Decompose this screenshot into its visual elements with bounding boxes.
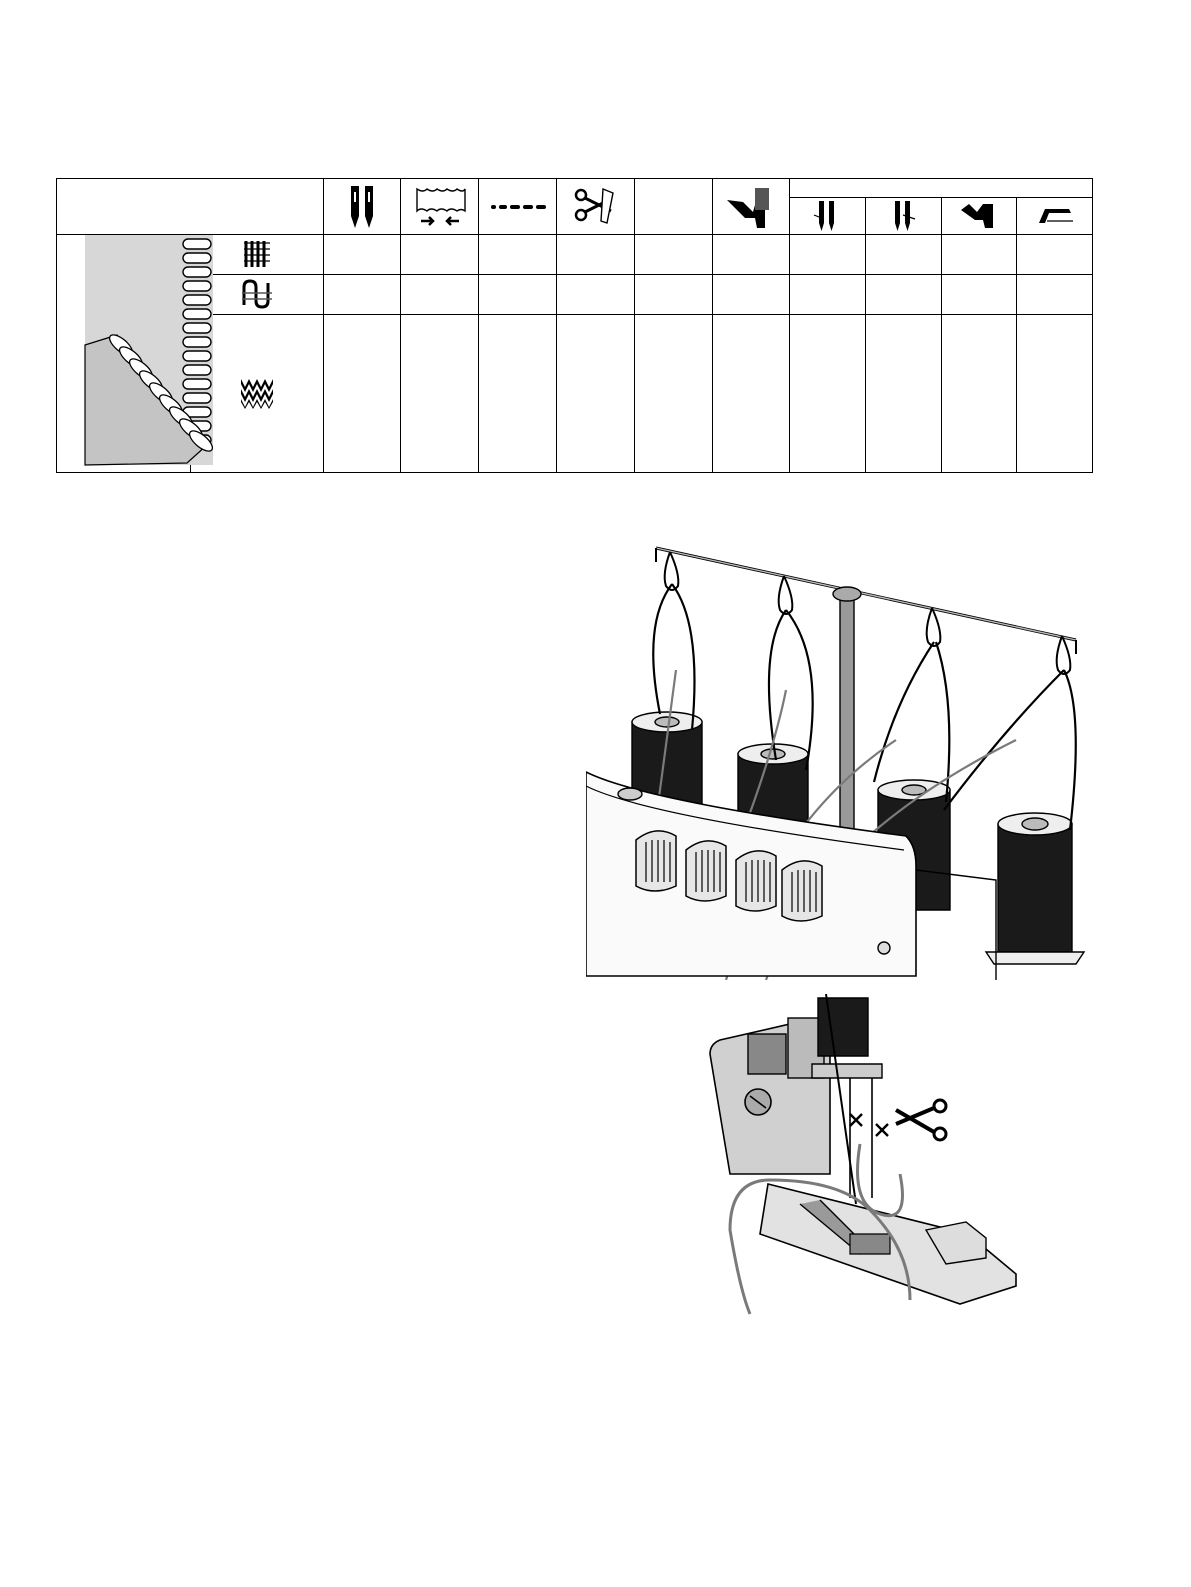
cell (401, 235, 479, 275)
cell (790, 274, 866, 314)
needle-right-icon (889, 199, 917, 233)
header-blank (635, 179, 713, 235)
scissors-icon (896, 1100, 946, 1140)
cell (635, 314, 713, 472)
stitch-sample-cell (57, 235, 191, 473)
fabric-hem-illustration (57, 235, 246, 467)
needles-icon (344, 184, 380, 230)
cell (635, 274, 713, 314)
thread-stand-illustration (586, 540, 1086, 980)
cell (401, 314, 479, 472)
cell (790, 235, 866, 275)
overlock-stitch-icon (242, 239, 272, 269)
cell (557, 274, 635, 314)
cell (635, 235, 713, 275)
header-group-top (790, 179, 1093, 198)
chain-stitch-icon (240, 279, 274, 309)
subheader-foot-sole (1017, 198, 1093, 235)
subheader-needle-right (865, 198, 941, 235)
cell (790, 314, 866, 472)
gather-arrows-icon (411, 185, 469, 229)
foot-lever-icon (959, 200, 999, 232)
cell (557, 314, 635, 472)
cell (479, 274, 557, 314)
subheader-foot-lever (941, 198, 1017, 235)
subheader-needle-left (790, 198, 866, 235)
presser-foot-illustration (700, 994, 1020, 1324)
cell (401, 274, 479, 314)
cell (324, 314, 401, 472)
header-presser-foot (713, 179, 790, 235)
cell (1017, 235, 1093, 275)
header-stitch-length (479, 179, 557, 235)
presser-foot-icon (725, 184, 777, 230)
cell (1017, 274, 1093, 314)
cell (865, 274, 941, 314)
cell (941, 274, 1017, 314)
cell (479, 314, 557, 472)
cell (557, 235, 635, 275)
needle-left-icon (813, 199, 841, 233)
cell (479, 235, 557, 275)
cell (1017, 314, 1093, 472)
header-needles (324, 179, 401, 235)
cell (713, 314, 790, 472)
cell (941, 314, 1017, 472)
header-differential-feed (401, 179, 479, 235)
scissors-knife-icon (573, 185, 619, 229)
cell (713, 235, 790, 275)
cell (713, 274, 790, 314)
cell (865, 235, 941, 275)
foot-sole-icon (1035, 203, 1075, 229)
stitch-length-icon (489, 200, 547, 214)
cell (941, 235, 1017, 275)
header-cutting-width (557, 179, 635, 235)
cell (324, 274, 401, 314)
table-corner-cell (57, 179, 324, 235)
cell (865, 314, 941, 472)
settings-table (56, 178, 1093, 473)
cell (324, 235, 401, 275)
